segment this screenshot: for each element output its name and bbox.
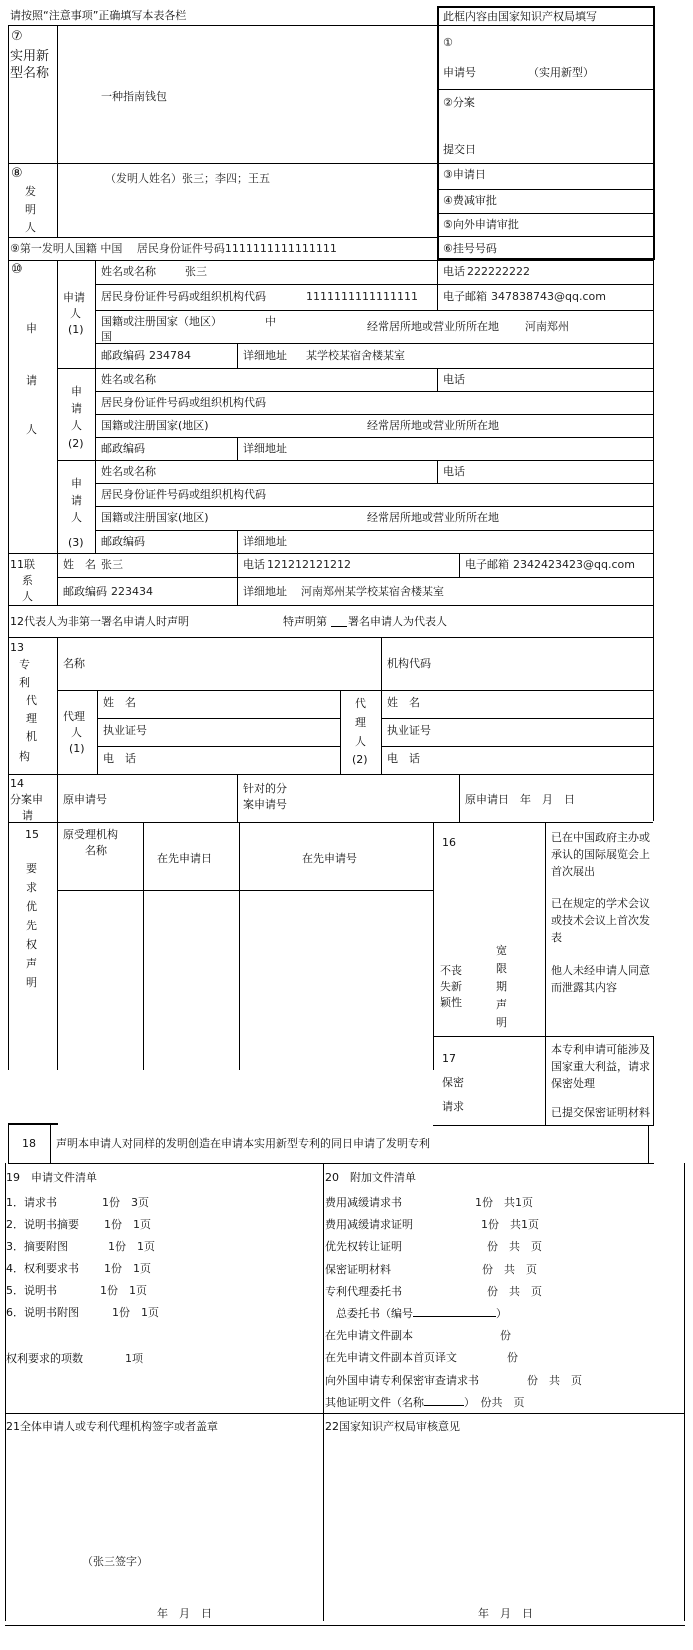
- agent-1-label: 代理: [63, 710, 85, 723]
- applicant-1-email-label: 电子邮箱: [443, 290, 487, 303]
- option-text: 或技术会议上首次发: [551, 914, 650, 927]
- representative-order-input[interactable]: [331, 615, 347, 627]
- office-field-divisional: ②分案: [443, 96, 475, 109]
- applicant-3-label: 申: [71, 477, 82, 490]
- inventor-names[interactable]: （发明人姓名）张三；李四；王五: [105, 172, 270, 185]
- section-14-label: 请: [22, 809, 33, 822]
- divider: [95, 414, 653, 415]
- original-application-date-label: 原申请日 年 月 日: [465, 793, 575, 806]
- divider: [437, 460, 438, 483]
- priority-office-label: 名称: [85, 844, 107, 857]
- divider: [433, 822, 434, 1070]
- section-11-label: 人: [22, 590, 33, 603]
- divider: [237, 343, 238, 368]
- contact-address[interactable]: 河南郑州某学校某宿舍楼某室: [301, 585, 444, 598]
- divider: [437, 260, 438, 310]
- section-8-label: 明: [25, 203, 36, 216]
- agent-1-label: 人: [71, 726, 82, 739]
- applicant-3-label: 请: [71, 494, 82, 507]
- claims-count-label: 权利要求的项数: [6, 1352, 83, 1365]
- section-14-label: 分案申: [10, 793, 43, 806]
- office-box-title: 此框内容由国家知识产权局填写: [443, 10, 597, 23]
- list-item: [325, 1303, 582, 1325]
- section-15-label: 求: [26, 881, 37, 894]
- novelty-grace-label: 失新: [440, 980, 462, 993]
- divider: [8, 774, 653, 775]
- item-count[interactable]: 1份 1页: [112, 1306, 159, 1319]
- item-count[interactable]: 1份 共1页: [475, 1196, 533, 1209]
- agent-2-phone-label: 电 话: [387, 752, 420, 765]
- divider: [57, 577, 653, 578]
- agent-2-name-label: 姓 名: [387, 696, 420, 709]
- list-item: [6, 1258, 159, 1280]
- section-13-label: 13: [10, 641, 24, 654]
- item-name: 在先申请文件副本首页译文: [325, 1351, 457, 1365]
- applicant-3-residence-label: 经常居所地或营业所所在地: [367, 511, 499, 524]
- divider: [381, 746, 653, 747]
- divider: [433, 1125, 654, 1126]
- item-name: 说明书: [24, 1284, 57, 1297]
- applicant-3-postal-label: 邮政编码: [101, 535, 145, 548]
- divider: [381, 637, 382, 774]
- section-13-label: 机: [26, 730, 37, 743]
- divider: [8, 25, 437, 26]
- claims-count[interactable]: 1项: [125, 1352, 143, 1365]
- item-name: 在先申请文件副本: [325, 1329, 413, 1343]
- divider: [95, 260, 96, 553]
- section-15-label: 15: [25, 828, 39, 841]
- contact-phone[interactable]: 121212121212: [267, 558, 351, 571]
- item-no: 4．: [6, 1262, 24, 1275]
- contact-name[interactable]: 张三: [101, 558, 123, 571]
- item-name: 权利要求书: [24, 1262, 79, 1275]
- list-item: [325, 1259, 582, 1281]
- applicant-2-name-label: 姓名或名称: [101, 373, 156, 386]
- divider: [8, 637, 653, 638]
- contact-email-label: 电子邮箱: [465, 558, 509, 571]
- divider: [57, 890, 433, 891]
- applicant-2-label: 请: [71, 402, 82, 415]
- applicant-1-label: 申请: [63, 291, 85, 304]
- divider: [97, 718, 340, 719]
- divider: [95, 506, 653, 507]
- applicant-2-label: 人: [71, 419, 82, 432]
- item-count[interactable]: 1份 共1页: [481, 1218, 539, 1232]
- divider: [437, 236, 655, 237]
- item-count[interactable]: 份 共 页: [487, 1284, 542, 1298]
- divider: [340, 690, 341, 774]
- section-15-label: 要: [26, 862, 37, 875]
- office-box-border: [437, 6, 439, 260]
- same-day-invention-declaration[interactable]: 声明本申请人对同样的发明创造在申请本实用新型专利的同日申请了发明专利: [56, 1137, 430, 1150]
- section-21-title: 21全体申请人或专利代理机构签字或者盖章: [6, 1420, 218, 1433]
- office-field-application-type: （实用新型）: [528, 66, 594, 79]
- option-text: 首次展出: [551, 865, 595, 878]
- divider: [95, 437, 653, 438]
- item-name: 费用减缓请求证明: [325, 1218, 413, 1232]
- option-text: 承认的国际展览会上: [551, 848, 650, 861]
- applicant-1-country[interactable]: 中: [265, 315, 276, 328]
- list-item: [325, 1325, 582, 1347]
- section-15-label: 优: [26, 900, 37, 913]
- divider: [437, 89, 655, 90]
- item-name: 费用减缓请求书: [325, 1196, 402, 1209]
- other-doc-name-input[interactable]: [424, 1394, 464, 1406]
- item-count[interactable]: 1份 1页: [104, 1262, 151, 1275]
- divider: [237, 530, 238, 553]
- section-14-label: 14: [10, 777, 24, 790]
- item-no: 2．: [6, 1218, 24, 1231]
- option-text: 已在中国政府主办或: [551, 831, 650, 844]
- office-field-submission-date: 提交日: [443, 143, 476, 156]
- divider: [57, 553, 58, 605]
- applicant-1-phone[interactable]: 222222222: [467, 265, 530, 278]
- option-text: 已在规定的学术会议: [551, 897, 650, 910]
- divider: [545, 1036, 546, 1125]
- grace-option-leak[interactable]: [551, 962, 651, 996]
- divider: [50, 1125, 51, 1163]
- section-7-num: ⑦: [11, 29, 23, 44]
- item-count: ） 份共 页: [464, 1395, 525, 1409]
- section-8-label: 人: [25, 221, 36, 234]
- applicant-3-label: (3): [68, 536, 84, 549]
- applicant-2-residence-label: 经常居所地或营业所所在地: [367, 419, 499, 432]
- agent-2-license-label: 执业证号: [387, 724, 431, 737]
- applicant-2-label: (2): [68, 437, 84, 450]
- section-10-label: 人: [26, 423, 37, 436]
- section-7-label: 实用新: [10, 49, 50, 64]
- section-15-label: 权: [26, 938, 37, 951]
- item-no: 6．: [6, 1306, 24, 1319]
- section-15-label: 先: [26, 919, 37, 932]
- divider: [433, 1036, 653, 1037]
- section-13-label: 专: [19, 658, 30, 671]
- divider: [459, 553, 460, 577]
- office-field-application-number: 申请号: [443, 66, 476, 79]
- divider: [57, 637, 58, 774]
- divider: [437, 163, 655, 164]
- priority-date-label: 在先申请日: [157, 852, 212, 865]
- application-documents-list: [6, 1192, 159, 1324]
- divider: [8, 1123, 9, 1163]
- divider: [97, 690, 98, 774]
- section-10-label: 请: [26, 374, 37, 387]
- section-22-title: 22国家知识产权局审核意见: [325, 1420, 460, 1433]
- applicant-3-id-label: 居民身份证件号码或组织机构代码: [101, 488, 266, 501]
- divider: [437, 213, 655, 214]
- section-13-label: 构: [19, 750, 30, 763]
- item-count[interactable]: 1份 3页: [102, 1196, 149, 1209]
- option-text: 国家重大利益，请求: [551, 1060, 650, 1073]
- divider: [95, 530, 653, 531]
- additional-documents-list: [325, 1192, 582, 1414]
- list-item: [325, 1236, 582, 1258]
- section-7-label: 型名称: [10, 66, 50, 81]
- divider: [237, 553, 238, 605]
- applicant-1-email[interactable]: 347838743@qq.com: [491, 290, 606, 303]
- applicant-1-label: (1): [68, 323, 84, 336]
- item-no: 5．: [6, 1284, 24, 1297]
- grace-period-label: 期: [496, 980, 507, 993]
- divider: [95, 284, 653, 285]
- section-10-label: 申: [26, 322, 37, 335]
- original-application-no-label: 原申请号: [63, 793, 107, 806]
- agent-2-label: 代: [355, 697, 366, 710]
- item-name: 优先权转让证明: [325, 1240, 402, 1254]
- agency-code-label: 机构代码: [387, 657, 431, 670]
- representative-declaration-prefix: 特声明第: [283, 615, 327, 628]
- item-count[interactable]: 份: [500, 1329, 511, 1343]
- grace-period-label: 声: [496, 998, 507, 1011]
- item-no: 3．: [6, 1240, 24, 1253]
- agent-1-phone-label: 电 话: [103, 752, 136, 765]
- item-count[interactable]: 1份 1页: [104, 1218, 151, 1231]
- divider: [8, 260, 653, 261]
- divider: [437, 189, 655, 190]
- item-name: 其他证明文件（名称: [325, 1395, 424, 1409]
- applicant-3-name-label: 姓名或名称: [101, 465, 156, 478]
- list-item: [325, 1281, 582, 1303]
- list-item: [325, 1347, 582, 1369]
- utility-model-name[interactable]: 一种指南钱包: [101, 90, 167, 103]
- divider: [653, 258, 654, 821]
- applicant-1-residence-label: 经常居所地或营业所所在地: [367, 320, 499, 333]
- applicant-1-country-label: 国籍或注册国家（地区）: [101, 315, 222, 328]
- item-name: 说明书附图: [24, 1306, 79, 1319]
- first-inventor-nationality-id[interactable]: ⑨第一发明人国籍 中国 居民身份证件号码1111111111111111: [10, 242, 337, 255]
- list-item: [325, 1392, 582, 1414]
- list-item: [6, 1280, 159, 1302]
- office-box-border: [653, 6, 655, 260]
- applicant-1-label: 人: [70, 307, 81, 320]
- section-10-num: ⑩: [11, 262, 23, 277]
- divider: [459, 774, 460, 822]
- office-field-registered-mail-no: ⑥挂号号码: [443, 242, 497, 255]
- section-8-num: ⑧: [11, 166, 23, 181]
- option-text: 表: [551, 931, 562, 944]
- target-divisional-no-label: 针对的分: [243, 782, 287, 795]
- divider: [57, 25, 58, 237]
- confidentiality-label: 保密: [442, 1076, 464, 1089]
- list-item: [6, 1236, 159, 1258]
- divider: [57, 822, 58, 1070]
- section-8-label: 发: [25, 185, 36, 198]
- contact-postal[interactable]: 223434: [111, 585, 153, 598]
- agent-1-label: (1): [69, 742, 85, 755]
- applicant-1-address[interactable]: 某学校某宿舍楼某室: [306, 349, 405, 362]
- priority-number-label: 在先申请号: [302, 852, 357, 865]
- review-date: 年 月 日: [478, 1607, 533, 1620]
- applicant-3-address-label: 详细地址: [243, 535, 287, 548]
- agent-1-name-label: 姓 名: [103, 696, 136, 709]
- applicant-1-residence[interactable]: 河南郑州: [525, 320, 569, 333]
- divider: [95, 310, 653, 311]
- list-item: [6, 1302, 159, 1324]
- applicant-2-phone-label: 电话: [443, 373, 465, 386]
- agent-2-label: 理: [355, 716, 366, 729]
- item-name: 请求书: [24, 1196, 57, 1209]
- applicant-1-country-wrap: 国: [101, 330, 112, 343]
- representative-declaration-suffix: 署名申请人为代表人: [348, 615, 447, 628]
- divider: [5, 1625, 685, 1626]
- section-11-label: 系: [22, 574, 33, 587]
- item-count: ）: [496, 1307, 507, 1321]
- agency-name-label: 名称: [63, 657, 85, 670]
- item-name: 向外国申请专利保密审查请求书: [325, 1373, 479, 1387]
- agent-2-label: (2): [352, 753, 368, 766]
- divider: [8, 605, 653, 606]
- priority-office-label: 原受理机构: [63, 828, 118, 841]
- section-13-label: 理: [26, 712, 37, 725]
- divider: [57, 690, 653, 691]
- applicant-1-name-label: 姓名或名称: [101, 265, 156, 278]
- divider: [95, 343, 653, 344]
- divider: [437, 368, 438, 391]
- section-13-label: 代: [26, 694, 37, 707]
- divider: [95, 483, 653, 484]
- target-divisional-no-label: 案申请号: [243, 798, 287, 811]
- confidentiality-option-request[interactable]: [551, 1041, 651, 1092]
- novelty-grace-label: 不丧: [440, 964, 462, 977]
- novelty-grace-label: 颖性: [440, 996, 462, 1009]
- grace-period-label: 宽: [496, 944, 507, 957]
- applicant-3-label: 人: [71, 511, 82, 524]
- divider: [8, 822, 653, 823]
- general-power-number-input[interactable]: [413, 1305, 496, 1317]
- section-18-num: 18: [22, 1137, 36, 1150]
- section-16-num: 16: [442, 836, 456, 849]
- contact-postal-label: 邮政编码: [63, 585, 107, 598]
- divider: [57, 774, 58, 822]
- item-count[interactable]: 份 共 页: [527, 1373, 582, 1387]
- divider: [381, 718, 653, 719]
- applicant-3-country-label: 国籍或注册国家(地区): [101, 511, 209, 524]
- item-name: 说明书摘要: [24, 1218, 79, 1231]
- confidentiality-option-submitted[interactable]: [551, 1104, 651, 1121]
- divider: [545, 822, 546, 1068]
- divider: [95, 391, 653, 392]
- applicant-2-address-label: 详细地址: [243, 442, 287, 455]
- office-field-filing-date: ③申请日: [443, 168, 486, 181]
- divider: [653, 1036, 654, 1126]
- divider: [8, 237, 437, 238]
- applicant-1-name[interactable]: 张三: [185, 265, 207, 278]
- item-count[interactable]: 份 共 页: [487, 1240, 542, 1254]
- signature-date: 年 月 日: [157, 1607, 212, 1620]
- contact-address-label: 详细地址: [243, 585, 287, 598]
- divider: [5, 1413, 685, 1414]
- divider: [143, 822, 144, 1070]
- office-box-border: [437, 6, 655, 8]
- divider: [8, 553, 653, 554]
- applicant-1-phone-label: 电话: [443, 265, 465, 278]
- item-name: 摘要附图: [24, 1240, 68, 1253]
- item-name: 保密证明材料: [325, 1262, 391, 1276]
- applicant-1-postal-label: 邮政编码: [101, 349, 145, 362]
- applicant-2-country-label: 国籍或注册国家(地区): [101, 419, 209, 432]
- item-count[interactable]: 份: [507, 1351, 518, 1365]
- grace-option-exhibition[interactable]: [551, 829, 651, 880]
- applicant-2-id-label: 居民身份证件号码或组织机构代码: [101, 396, 266, 409]
- divider: [323, 1163, 324, 1621]
- section-17-num: 17: [442, 1052, 456, 1065]
- applicant-1-id-label: 居民身份证件号码或组织机构代码: [101, 290, 266, 303]
- divider: [237, 774, 238, 822]
- option-text: 本专利申请可能涉及: [551, 1043, 650, 1056]
- option-text: 他人未经申请人同意: [551, 964, 650, 977]
- section-19-title: 19 申请文件清单: [6, 1171, 97, 1184]
- list-item: [325, 1192, 582, 1214]
- list-item: [325, 1214, 582, 1236]
- agent-1-license-label: 执业证号: [103, 724, 147, 737]
- divider: [8, 25, 9, 1070]
- agent-2-label: 人: [355, 735, 366, 748]
- contact-email[interactable]: 2342423423@qq.com: [513, 558, 635, 571]
- representative-declaration-label: 12代表人为非第一署名申请人时声明: [10, 615, 189, 628]
- applicant-3-phone-label: 电话: [443, 465, 465, 478]
- item-no: 1．: [6, 1196, 24, 1209]
- list-item: [6, 1214, 159, 1236]
- section-15-label: 声: [26, 957, 37, 970]
- grace-period-label: 限: [496, 962, 507, 975]
- section-13-label: 利: [19, 676, 30, 689]
- section-20-title: 20 附加文件清单: [325, 1171, 416, 1184]
- divider: [97, 746, 340, 747]
- divider: [8, 163, 437, 164]
- divider: [57, 460, 653, 461]
- applicant-1-address-label: 详细地址: [243, 349, 287, 362]
- applicant-1-postal[interactable]: 234784: [149, 349, 191, 362]
- applicant-signature[interactable]: （张三签字）: [82, 1555, 148, 1568]
- item-count[interactable]: 份 共 页: [482, 1262, 537, 1276]
- divider: [237, 437, 238, 460]
- contact-name-label: 姓 名: [63, 558, 96, 571]
- divider: [648, 1125, 649, 1163]
- grace-option-academic[interactable]: [551, 895, 651, 946]
- divider: [239, 822, 240, 1070]
- section-15-label: 明: [26, 976, 37, 989]
- divider: [57, 368, 653, 369]
- item-name: 总委托书（编号: [325, 1307, 413, 1321]
- list-item: [6, 1192, 159, 1214]
- office-field-foreign-approval: ⑤向外申请审批: [443, 218, 519, 231]
- divider: [8, 1163, 654, 1164]
- list-item: [325, 1370, 582, 1392]
- divider: [57, 260, 58, 553]
- applicant-1-id[interactable]: 1111111111111111: [306, 290, 418, 303]
- option-text: 保密处理: [551, 1077, 595, 1090]
- grace-period-label: 明: [496, 1016, 507, 1029]
- office-field-fee-reduction: ④费减审批: [443, 194, 497, 207]
- option-text: 已提交保密证明材料: [551, 1106, 650, 1119]
- office-field-1-num: ①: [443, 36, 453, 49]
- section-11-label: 11联: [10, 558, 35, 571]
- divider: [437, 25, 655, 26]
- divider: [684, 1163, 685, 1621]
- item-count[interactable]: 1份 1页: [108, 1240, 155, 1253]
- confidentiality-label: 请求: [442, 1100, 464, 1113]
- contact-phone-label: 电话: [243, 558, 265, 571]
- applicant-2-label: 申: [71, 385, 82, 398]
- item-count[interactable]: 1份 1页: [100, 1284, 147, 1297]
- form-instruction: 请按照“注意事项”正确填写本表各栏: [10, 9, 187, 22]
- item-name: 专利代理委托书: [325, 1284, 402, 1298]
- option-text: 而泄露其内容: [551, 981, 617, 994]
- applicant-2-postal-label: 邮政编码: [101, 442, 145, 455]
